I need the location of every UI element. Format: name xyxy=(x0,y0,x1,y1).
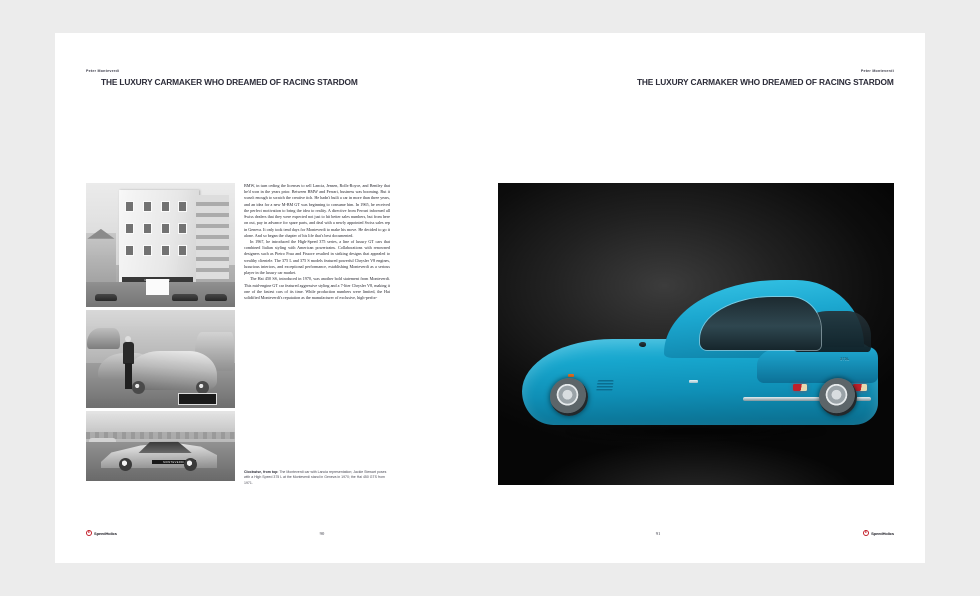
photo-monteverdi-hai-450-ss xyxy=(86,411,235,481)
speedholics-logo-right xyxy=(863,530,894,536)
body-paragraph-3: The Hai 450 SS, introduced in 1970, was another bold statement from Monteverdi. This mid-engine GT car featured aggressive styling and a 7-liter Chrysler V8, making it one of the fastest cars of its time. While production numbers were limited, the Hai solidified Monteverdi's reputation as the manufacturer of exclusive, high-perfor- xyxy=(244,276,390,300)
headline-left: THE LUXURY CARMAKER WHO DREAMED OF RACING STARDOM xyxy=(101,77,358,87)
photo-monteverdi-showroom-building xyxy=(86,183,235,307)
hero-car-shadow xyxy=(514,425,878,437)
footer-right xyxy=(521,530,894,536)
left-page-content xyxy=(86,183,460,485)
caption-lead: Clockwise, from top: xyxy=(244,469,279,474)
page-number-left: 90 xyxy=(319,530,325,536)
body-copy xyxy=(244,183,390,301)
photo-column xyxy=(86,183,235,485)
footer-left xyxy=(86,530,459,536)
caption-text: The Monteverdi car with Lancia representation; Jackie Stewart poses with a High Speed 375 L at the Monteverdi stand in Geneva in 1970; the Hai 450 GTS from 1971. xyxy=(244,469,387,485)
photo-background-car xyxy=(87,328,120,350)
hero-car-wing-mirror xyxy=(639,342,646,347)
hero-car-side-vent xyxy=(596,380,614,391)
speedholics-mark-icon xyxy=(863,530,869,536)
running-head-left: Peter Monteverdi xyxy=(86,69,120,73)
hero-car xyxy=(522,286,878,425)
hero-car-model-badge: 375L xyxy=(840,356,850,361)
headline-right: THE LUXURY CARMAKER WHO DREAMED OF RACING STARDOM xyxy=(637,77,894,87)
photo-jackie-stewart-with-375l xyxy=(86,310,235,408)
page-number-right: 91 xyxy=(655,530,661,536)
speedholics-mark-icon xyxy=(86,530,92,536)
photo-balcony-wing xyxy=(196,195,229,292)
speedholics-wordmark: SpeedHolics xyxy=(871,530,894,536)
photo-stand-plaque xyxy=(178,393,217,405)
right-page xyxy=(490,33,925,563)
speedholics-wordmark: SpeedHolics xyxy=(94,530,117,536)
photo-caption xyxy=(244,470,390,486)
body-paragraph-2: In 1967, he introduced the High-Speed 375 series, a line of luxury GT cars that combined Italian styling with American powertrains. Collaborations with renowned designers such as Pietro Frua and Fissore resulted in striking designs that appealed to wealthy clientele. The 375 L and 375 S models featured powerful Chrysler V8 engines, luxurious interiors, and exceptional performance, establishing Monteverdi as a serious player in the luxury car market. xyxy=(244,238,390,276)
hero-car-taillight-left xyxy=(793,384,807,391)
magazine-spread xyxy=(55,33,925,563)
hero-photo-monteverdi-375l xyxy=(498,183,894,485)
speedholics-logo-left xyxy=(86,530,117,536)
photo-hai-wheel-front xyxy=(119,458,132,471)
hero-car-rear-deck xyxy=(757,347,878,383)
photo-entrance-panel xyxy=(146,279,170,295)
text-column xyxy=(244,183,390,485)
hero-car-side-marker-light xyxy=(568,374,574,377)
photo-person-jackie-stewart xyxy=(123,336,134,390)
hero-car-rear-wheel xyxy=(819,378,857,416)
body-paragraph-1: BMW, in turn ceding the licenses to sell Lancia, Jensen, Rolls-Royce, and Bentley that he'd won in the years prior. Between BMW and Ferrari, business was booming. But it wasn't enough to scratch the creative itch. He hadn't built a car in more than three years, and an idea for a new M-BM GT was beginning to consume him. In 1965, he received the perfect motivation to bring the idea to reality. A directive from Ferrari informed all Swiss dealers that they were expected not just to hit better sales numbers, but from here on out, pay in advance for spare parts, and deal with a newly appointed Swiss sales rep in Geneva. It only took tend days for Monteverdi to make his move. He decided to go it alone. And so began the chapter of his life that's best documented. xyxy=(244,183,390,238)
left-page xyxy=(55,33,490,563)
running-head-right: Peter Monteverdi xyxy=(860,69,894,73)
hero-car-door-handle xyxy=(689,380,698,383)
